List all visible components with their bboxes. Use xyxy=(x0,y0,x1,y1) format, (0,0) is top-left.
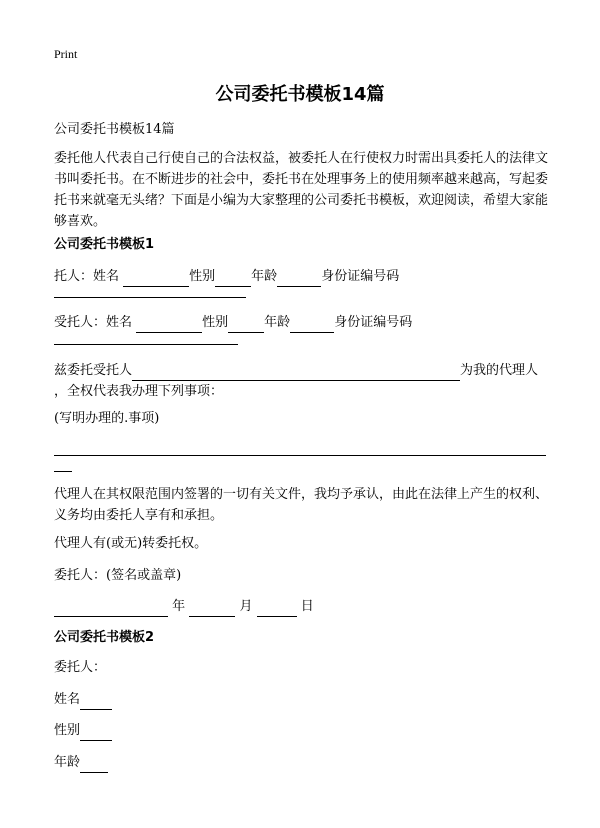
agent-gender-label: 性别 xyxy=(202,315,229,330)
year-blank xyxy=(54,602,168,617)
principal-gender-label: 性别 xyxy=(189,269,216,284)
agent-id-blank xyxy=(54,344,238,345)
section2-gender-label: 性别 xyxy=(54,723,81,738)
section2-age-blank xyxy=(80,758,108,773)
entrust-continuation: ，全权代表我办理下列事项： xyxy=(54,384,224,399)
document-subtitle: 公司委托书模板14篇 xyxy=(54,122,175,137)
month-label: 月 xyxy=(239,599,253,614)
matters-blank-tail xyxy=(54,471,72,472)
section2-age-label: 年龄 xyxy=(54,755,81,770)
matters-note: (写明办理的.事项) xyxy=(54,411,160,426)
section2-name-label: 姓名 xyxy=(54,692,81,707)
principal-age-label: 年龄 xyxy=(251,269,278,284)
principal-gender-blank xyxy=(215,272,251,287)
date-line xyxy=(54,596,548,617)
section2-gender-blank xyxy=(80,726,112,741)
day-label: 日 xyxy=(300,599,314,614)
year-label: 年 xyxy=(172,599,186,614)
section2-gender-line xyxy=(54,720,548,741)
entrust-suffix: 为我的代理人 xyxy=(460,363,539,378)
section2-heading: 公司委托书模板2 xyxy=(54,630,155,645)
section2-age-line xyxy=(54,752,548,773)
principal-id-blank xyxy=(54,297,246,298)
agent-info-line xyxy=(54,312,548,333)
section1-heading: 公司委托书模板1 xyxy=(54,237,155,252)
agent-age-label: 年龄 xyxy=(264,315,291,330)
month-blank xyxy=(189,602,235,617)
agent-name-label: 受托人：姓名 xyxy=(54,315,133,330)
matters-blank-line xyxy=(54,455,546,456)
sub-delegation-text: 代理人有(或无)转委托权。 xyxy=(54,536,208,551)
responsibility-paragraph: 代理人在其权限范围内签署的一切有关文件，我均予承认，由此在法律上产生的权利、义务均由委托人享有和承担。 xyxy=(54,487,549,523)
intro-paragraph: 委托他人代表自己行使自己的合法权益，被委托人在行使权力时需出具委托人的法律文书叫委托书。在不断进步的社会中，委托书在处理事务上的使用频率越来越高，写起委托书来就毫无头绪？下面是小编为大家整理的公司委托书模板，欢迎阅读，希望大家能够喜欢。 xyxy=(54,151,549,229)
agent-gender-blank xyxy=(228,318,264,333)
document-title: 公司委托书模板14篇 xyxy=(215,84,385,105)
principal-info-line xyxy=(54,266,548,287)
print-link[interactable]: Print xyxy=(54,47,78,61)
section2-name-line xyxy=(54,689,548,710)
entrust-agent-blank xyxy=(132,366,460,381)
principal-age-blank xyxy=(277,272,321,287)
agent-id-label: 身份证编号码 xyxy=(334,315,413,330)
section2-principal: 委托人： xyxy=(54,660,107,675)
principal-name-blank xyxy=(123,272,189,287)
agent-age-blank xyxy=(290,318,334,333)
principal-id-label: 身份证编号码 xyxy=(321,269,400,284)
section2-name-blank xyxy=(80,695,112,710)
entrust-line xyxy=(54,360,548,381)
principal-name-label: 托人：姓名 xyxy=(54,269,120,284)
agent-name-blank xyxy=(136,318,202,333)
entrust-prefix: 兹委托受托人 xyxy=(54,363,133,378)
day-blank xyxy=(257,602,297,617)
signature-label: 委托人：(签名或盖章) xyxy=(54,568,182,583)
